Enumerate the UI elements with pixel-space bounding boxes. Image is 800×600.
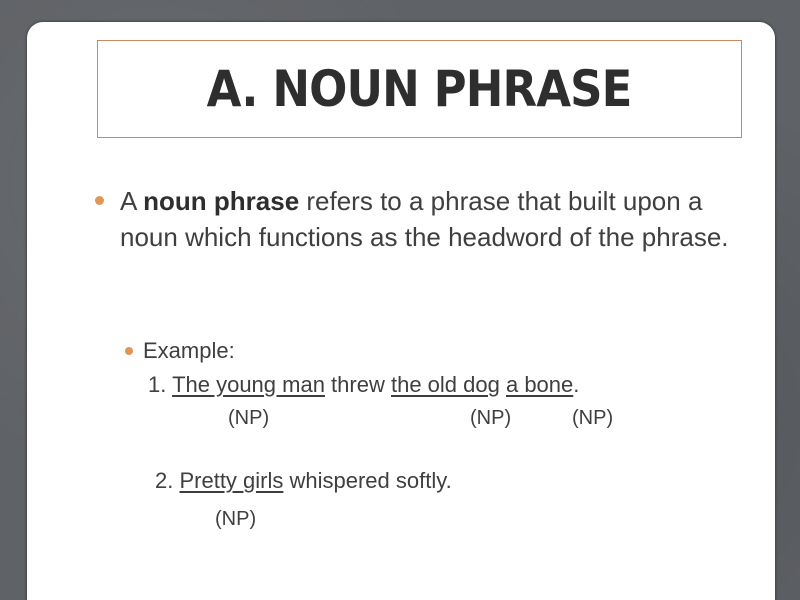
example-1-np3: a bone — [505, 372, 574, 397]
example-1-np2: the old dog — [390, 372, 500, 397]
definition-bullet — [95, 183, 735, 255]
title-box — [97, 40, 742, 138]
bullet-icon — [95, 196, 104, 205]
definition-lead: A — [120, 186, 144, 216]
example-1-sentence — [148, 372, 579, 398]
example-1-verb: threw — [324, 372, 391, 397]
example-1-end: . — [573, 372, 580, 397]
np-tag: (NP) — [572, 407, 614, 429]
bullet-icon — [125, 347, 133, 355]
definition-text — [95, 183, 735, 255]
example-bullet — [125, 338, 235, 364]
example-1-number: 1. — [148, 372, 173, 397]
example-2-rest: whispered softly. — [283, 468, 452, 493]
slide-title: A. NOUN PHRASE — [207, 60, 632, 118]
definition-rest: refers to a phrase that built upon a noun which functions as the headword of the phrase. — [120, 186, 729, 252]
definition-term: noun phrase — [143, 186, 300, 216]
np-tag: (NP) — [470, 407, 512, 429]
example-1-np1: The young man — [172, 372, 325, 397]
example-2-sentence — [155, 468, 452, 494]
np-tag: (NP) — [228, 407, 270, 429]
example-2-number: 2. — [155, 468, 180, 493]
example-label: Example: — [143, 338, 235, 363]
example-2-np1: Pretty girls — [179, 468, 284, 493]
np-tag: (NP) — [215, 508, 257, 530]
